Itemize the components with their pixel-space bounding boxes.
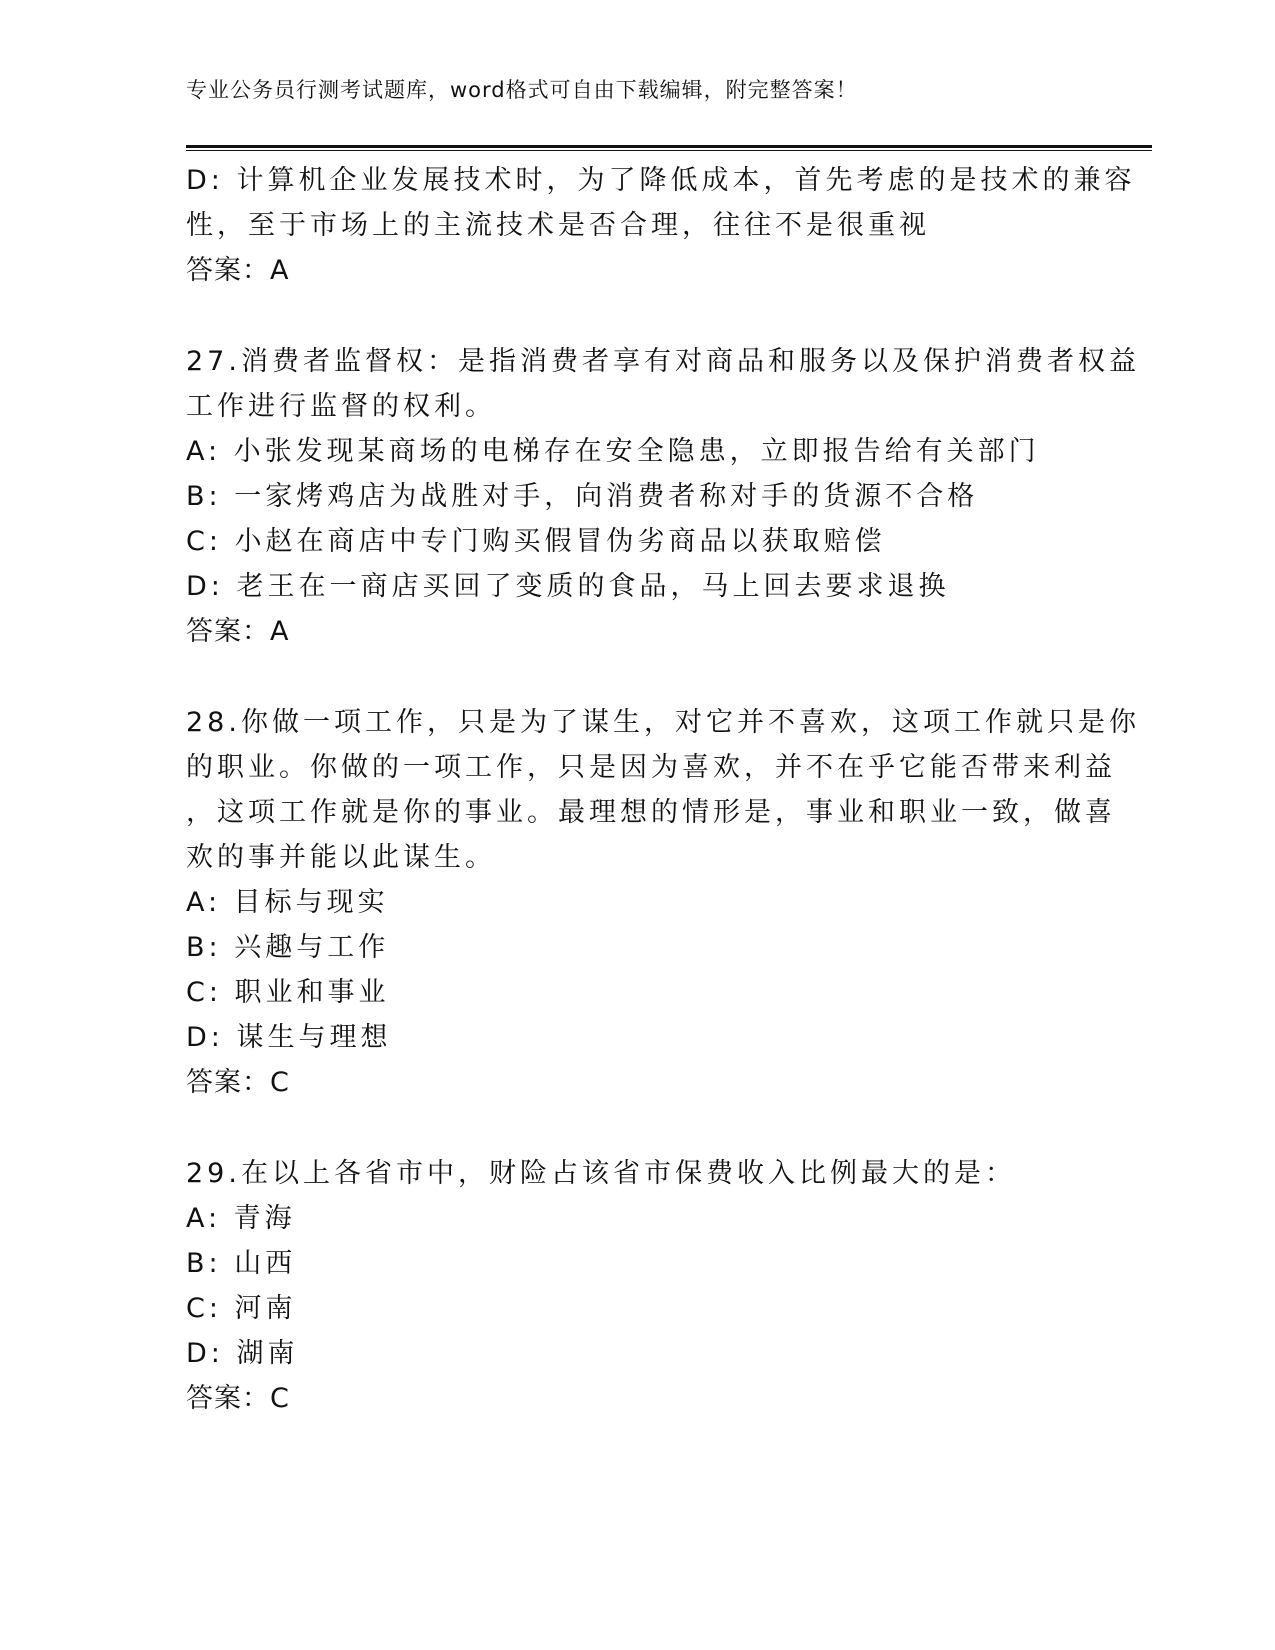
question-stem: ，这项工作就是你的事业。最理想的情形是，事业和职业一致，做喜 bbox=[186, 797, 1116, 828]
option-a: A: 目标与现实 bbox=[186, 887, 389, 918]
question-stem: 工作进行监督的权利。 bbox=[186, 391, 496, 422]
option-b: B: 兴趣与工作 bbox=[186, 932, 390, 963]
option-c: C: 职业和事业 bbox=[186, 977, 390, 1008]
answer-line: 答案：A bbox=[186, 616, 290, 647]
question-stem: 28.你做一项工作，只是为了谋生，对它并不喜欢，这项工作就只是你 bbox=[186, 707, 1140, 738]
option-line: 性，至于市场上的主流技术是否合理，往往不是很重视 bbox=[186, 210, 930, 241]
document-body bbox=[186, 158, 1140, 1421]
option-d: D: 老王在一商店买回了变质的食品，马上回去要求退换 bbox=[186, 571, 950, 602]
question-stem: 的职业。你做的一项工作，只是因为喜欢，并不在乎它能否带来利益 bbox=[186, 752, 1116, 783]
option-c: C: 河南 bbox=[186, 1293, 297, 1324]
question-27 bbox=[186, 339, 1140, 654]
option-c: C: 小赵在商店中专门购买假冒伪劣商品以获取赔偿 bbox=[186, 526, 886, 557]
question-29 bbox=[186, 1151, 1086, 1421]
question-28 bbox=[186, 700, 1140, 1105]
option-b: B: 一家烤鸡店为战胜对手，向消费者称对手的货源不合格 bbox=[186, 481, 979, 512]
question-stem: 欢的事并能以此谋生。 bbox=[186, 842, 496, 873]
header-rule-thick bbox=[186, 145, 1152, 148]
option-d: D: 谋生与理想 bbox=[186, 1022, 392, 1053]
continuation-block bbox=[186, 158, 1136, 293]
option-a: A: 小张发现某商场的电梯存在安全隐患，立即报告给有关部门 bbox=[186, 436, 1040, 467]
answer-line: 答案：A bbox=[186, 255, 290, 286]
option-b: B: 山西 bbox=[186, 1248, 297, 1279]
header-rule-thin bbox=[186, 150, 1152, 151]
option-line: D: 计算机企业发展技术时，为了降低成本，首先考虑的是技术的兼容 bbox=[186, 165, 1136, 196]
answer-line: 答案：C bbox=[186, 1067, 290, 1098]
page-header: 专业公务员行测考试题库，word格式可自由下载编辑，附完整答案！ bbox=[186, 78, 858, 102]
answer-line: 答案：C bbox=[186, 1383, 290, 1414]
option-a: A: 青海 bbox=[186, 1203, 296, 1234]
option-d: D: 湖南 bbox=[186, 1338, 299, 1369]
question-stem: 27.消费者监督权：是指消费者享有对商品和服务以及保护消费者权益 bbox=[186, 346, 1140, 377]
question-stem: 29.在以上各省市中，财险占该省市保费收入比例最大的是： bbox=[186, 1158, 1016, 1189]
